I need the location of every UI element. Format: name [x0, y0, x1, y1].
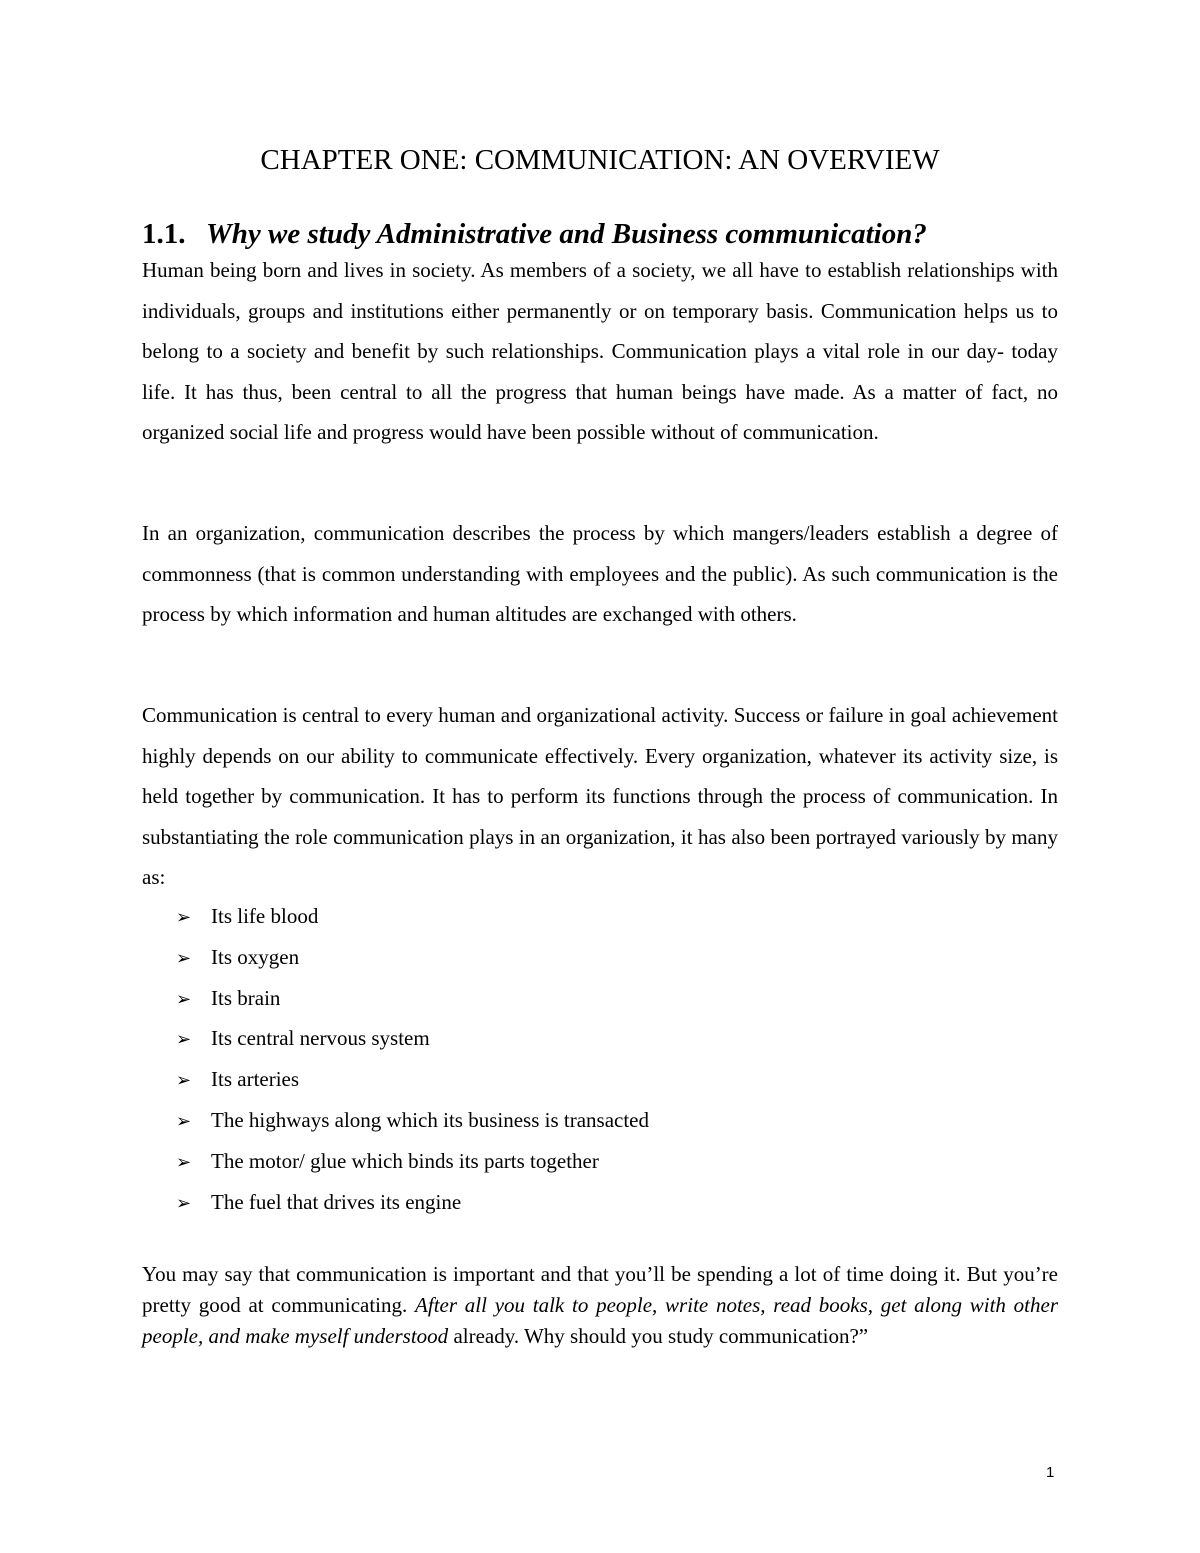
list-item-text: The motor/ glue which binds its parts together	[211, 1148, 599, 1173]
list-item	[176, 1141, 649, 1182]
list-item-text: The fuel that drives its engine	[211, 1189, 462, 1214]
bullet-list	[176, 896, 649, 1222]
paragraph-2: In an organization, communication describes the process by which mangers/leaders establish a degree of commonness (that is common understanding with employees and the public). As such communication is the process by which information and human altitudes are exchanged with others.	[142, 521, 1058, 627]
arrowhead-bullet-icon: ➢	[176, 1110, 192, 1132]
list-item	[176, 937, 649, 978]
arrowhead-bullet-icon: ➢	[176, 1192, 192, 1214]
section-heading	[142, 216, 927, 252]
list-item	[176, 896, 649, 937]
closing-paragraph-italic: After all you talk to people, write notes, read books, get along with other people, and make myself understood	[142, 1293, 1058, 1348]
arrowhead-bullet-icon: ➢	[176, 988, 192, 1010]
list-item-text: Its life blood	[211, 904, 319, 928]
list-item-text: Its arteries	[211, 1067, 300, 1092]
list-item-text: Its brain	[211, 985, 281, 1010]
list-item	[176, 1182, 649, 1223]
arrowhead-bullet-icon: ➢	[176, 907, 192, 928]
list-item-text: Its oxygen	[211, 944, 300, 969]
arrowhead-bullet-icon: ➢	[176, 947, 192, 969]
section-number: 1.1.	[142, 218, 186, 250]
list-item	[176, 1059, 649, 1100]
closing-paragraph-part1: You may say that communication is important and that you’ll be spending a lot of time doing it. But you’re pretty good at communicating.	[142, 1262, 1058, 1317]
list-item	[176, 1018, 649, 1059]
section-title: Why we study Administrative and Business communication?	[206, 218, 927, 250]
arrowhead-bullet-icon: ➢	[176, 1070, 192, 1092]
list-item	[176, 1100, 649, 1141]
page-number: 1	[1046, 1464, 1055, 1481]
list-item-text: The highways along which its business is transacted	[211, 1107, 650, 1132]
closing-paragraph	[142, 1259, 1058, 1352]
list-item	[176, 978, 649, 1019]
closing-paragraph-part2: already. Why should you study communication?”	[448, 1324, 869, 1348]
arrowhead-bullet-icon: ➢	[176, 1029, 192, 1051]
paragraph-3: Communication is central to every human and organizational activity. Success or failure in goal achievement highly depends on our ability to communicate effectively. Every organization, whatever its activity size, is held together by communication. It has to perform its functions through the process of communication. In substantiating the role communication plays in an organization, it has also been portrayed variously by many as:	[142, 703, 1058, 890]
list-item-text: Its central nervous system	[211, 1026, 430, 1051]
chapter-title: CHAPTER ONE: COMMUNICATION: AN OVERVIEW	[260, 144, 940, 176]
paragraph-1: Human being born and lives in society. As members of a society, we all have to establish relationships with individuals, groups and institutions either permanently or on temporary basis. Communication helps us to belong to a society and benefit by such relationships. Communication plays a vital role in our day- today life. It has thus, been central to all the progress that human beings have made. As a matter of fact, no organized social life and progress would have been possible without of communication.	[142, 258, 1058, 445]
arrowhead-bullet-icon: ➢	[176, 1151, 192, 1173]
